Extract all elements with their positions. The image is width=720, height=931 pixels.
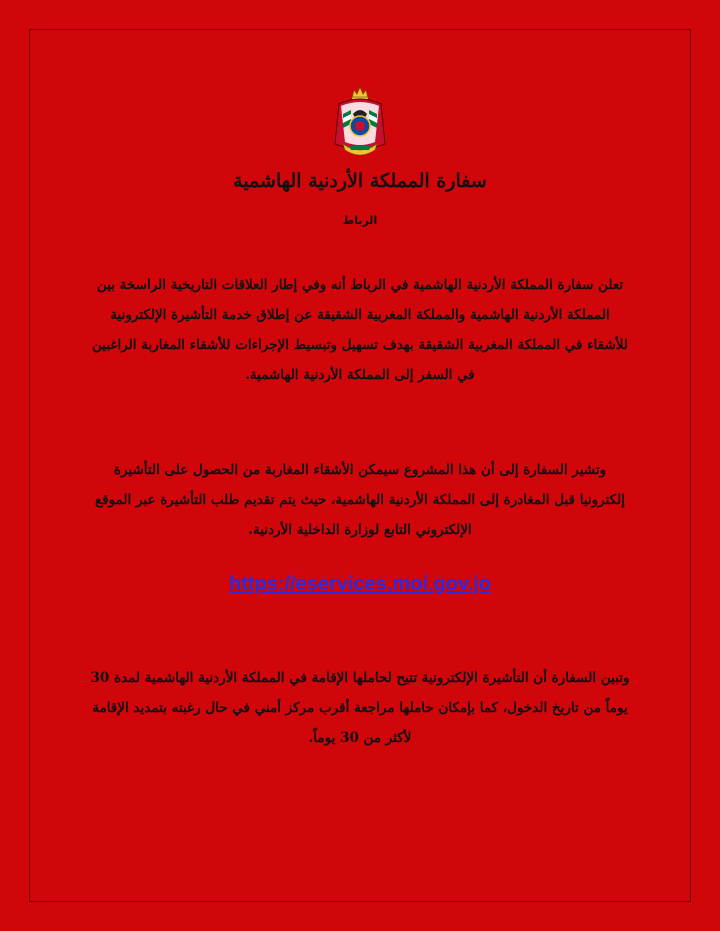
paragraph-procedure: وتشير السفارة إلى أن هذا المشروع سيمكن الأشقاء المغاربة من الحصول على التأشيرة إلكترونيا قبل المغادرة إلى المملكة الأردنية الهاشمية، حيث يتم تقديم طلب التأشيرة عبر الموقع الإلكتروني التابع لوزارة الداخلية الأردنية. (94, 462, 626, 538)
page-title: سفارة المملكة الأردنية الهاشمية (233, 170, 487, 192)
city-subtitle: الرباط (342, 214, 378, 227)
jordan-coat-of-arms-icon (329, 84, 391, 160)
paragraph-announcement: تعلن سفارة المملكة الأردنية الهاشمية في الرباط أنه وفي إطار العلاقات التاريخية الراسخة بين المملكة الأردنية الهاشمية والمملكة المغربية الشقيقة عن إطلاق خدمة التأشيرة الإلكترونية للأشقاء في المملكة المغربية الشقيقة بهدف تسهيل وتبسيط الإجراءات للأشقاء المغاربة الراغبين في السفر إلى المملكة الأردنية الهاشمية. (92, 277, 628, 383)
eservices-link[interactable]: https://eservices.moi.gov.jo (229, 573, 491, 595)
paragraph-residency: وتبين السفارة أن التأشيرة الإلكترونية تتيح لحاملها الإقامة في المملكة الأردنية الهاشمية لمدة 30 يوماً من تاريخ الدخول، كما بإمكان حاملها مراجعة أقرب مركز أمني في حال رغبته بتمديد الإقامة لأكثر من 30 يوماً. (90, 670, 630, 746)
